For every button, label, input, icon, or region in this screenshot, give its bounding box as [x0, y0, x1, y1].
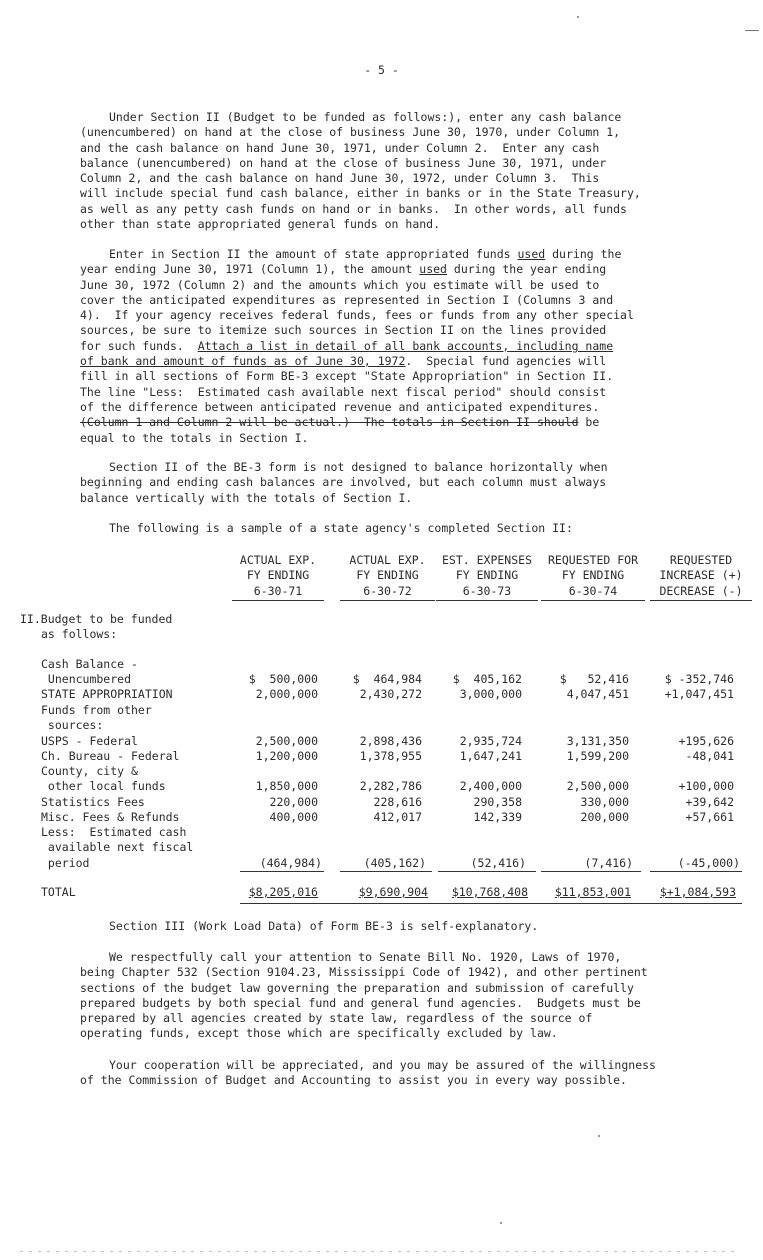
text-run: Enter in Section II the amount of state appropriated funds	[109, 247, 518, 261]
text-line	[80, 415, 700, 430]
cell-value: (-45,000)	[677, 856, 740, 870]
header-line: FY ENDING	[246, 568, 310, 583]
text-line: We respectfully call your attention to Senate Bill No. 1920, Laws of 1970,	[109, 950, 622, 964]
cell-value: 2,500,000	[566, 779, 629, 793]
row-label: Statistics Fees	[41, 795, 145, 809]
text-line: balance vertically with the totals of Section I.	[80, 490, 413, 505]
row-label: USPS - Federal	[41, 734, 138, 748]
header-date: DECREASE (-)	[650, 584, 752, 601]
text-line: operating funds, except those which are specifically excluded by law.	[80, 1026, 558, 1041]
cell-value: 228,616	[373, 795, 422, 809]
cell-value: (52,416)	[470, 856, 526, 870]
text-line: sections of the budget law governing the preparation and submission of carefully	[80, 980, 634, 995]
cell-value: (464,984)	[259, 856, 322, 870]
subtotal-rule	[240, 871, 324, 872]
cell-value: (405,162)	[363, 856, 426, 870]
row-label: period	[41, 856, 90, 870]
text-line: as well as any petty cash funds on hand or in banks. In other words, all funds	[80, 201, 627, 216]
cell-value: 2,500,000	[255, 734, 318, 748]
text-run: be	[578, 415, 600, 430]
text-line: beginning and ending cash balances are involved, but each column must always	[80, 475, 607, 490]
paragraph-senate-bill	[80, 950, 720, 1042]
text-line	[80, 354, 700, 369]
cell-value: $ 464,984	[352, 672, 422, 686]
paragraph-balance-note	[80, 460, 700, 506]
cell-value: $ -352,746	[664, 672, 734, 686]
header-date: 6-30-72	[340, 584, 435, 601]
text-line: being Chapter 532 (Section 9104.23, Mississippi Code of 1942), and other pertinent	[80, 965, 648, 980]
total-value: $8,205,016	[248, 885, 318, 899]
underlined-text: of bank and amount of funds as of June 30, 1972	[80, 354, 406, 369]
sample-intro: The following is a sample of a state agency's completed Section II:	[109, 521, 573, 535]
page-number: - 5 -	[364, 63, 399, 77]
text-line	[80, 247, 700, 262]
cell-value: 2,000,000	[255, 687, 318, 701]
cell-value: 4,047,451	[566, 687, 629, 701]
text-line: will include special fund cash balance, either in banks or in the State Treasury,	[80, 186, 641, 201]
cell-value: 400,000	[269, 810, 318, 824]
cell-value: 290,358	[473, 795, 522, 809]
underlined-text: used	[419, 262, 447, 277]
cell-value: 1,599,200	[566, 749, 629, 763]
text-line: fill in all sections of Form BE-3 except "State Appropriation" in Section II.	[80, 369, 614, 384]
cell-value: (7,416)	[584, 856, 633, 870]
header-line: REQUESTED FOR	[547, 553, 638, 567]
text-line: prepared budgets by both special fund and general fund agencies. Budgets must be	[80, 995, 641, 1010]
cell-value: 412,017	[373, 810, 422, 824]
cell-value: 1,378,955	[359, 749, 422, 763]
text-line: and the cash balance on hand June 30, 1971, under Column 2. Enter any cash	[80, 140, 600, 155]
cell-value: 142,339	[473, 810, 522, 824]
subtotal-rule	[340, 871, 432, 872]
text-run: during the year ending	[446, 262, 607, 277]
cell-value: -48,041	[685, 749, 734, 763]
row-label: County, city &	[41, 764, 138, 778]
header-line: FY ENDING	[561, 568, 625, 583]
cell-value: 2,400,000	[459, 779, 522, 793]
struck-text: (Column 1 and Column 2 will be actual.) The totals in Section II should	[80, 415, 579, 430]
header-line: INCREASE (+)	[659, 568, 743, 583]
row-label: Misc. Fees & Refunds	[41, 810, 180, 824]
paragraph-cash-balance	[80, 110, 700, 232]
total-double-rule	[240, 903, 742, 904]
row-label: Cash Balance -	[41, 657, 138, 671]
total-label: TOTAL	[41, 885, 76, 899]
header-date: 6-30-73	[436, 584, 538, 601]
row-label: other local funds	[41, 779, 166, 793]
text-line: The line "Less: Estimated cash available next fiscal period" should consist	[80, 384, 607, 399]
cell-value: $ 405,162	[452, 672, 522, 686]
text-line: Column 2, and the cash balance on hand June 30, 1972, under Column 3. This	[80, 171, 600, 186]
cell-value: 1,200,000	[255, 749, 318, 763]
scan-speck	[500, 1222, 502, 1224]
text-line: Section II of the BE-3 form is not designed to balance horizontally when	[109, 460, 608, 474]
column-header-fy72	[340, 553, 435, 601]
cell-value: 2,898,436	[359, 734, 422, 748]
column-header-change	[650, 553, 752, 601]
total-value: $10,768,408	[451, 885, 528, 899]
text-line: of the Commission of Budget and Accounting to assist you in every way possible.	[80, 1073, 627, 1088]
scan-speck	[598, 1135, 600, 1137]
row-label: available next fiscal	[41, 840, 194, 854]
text-run: . Special fund agencies will	[405, 354, 607, 369]
scan-speck	[577, 16, 579, 18]
cell-value: 2,430,272	[359, 687, 422, 701]
header-line: FY ENDING	[356, 568, 419, 583]
header-line: ACTUAL EXP.	[239, 553, 317, 567]
cell-value: +57,661	[685, 810, 734, 824]
cell-value: +1,047,451	[664, 687, 734, 701]
cell-value: 1,850,000	[255, 779, 318, 793]
header-line: EST. EXPENSES	[441, 553, 532, 567]
column-header-fy73	[436, 553, 538, 601]
total-value: $11,853,001	[554, 885, 631, 899]
text-line: sources, be sure to itemize such sources in Section II on the lines provided	[80, 323, 607, 338]
cell-value: 1,647,241	[459, 749, 522, 763]
row-label: sources:	[41, 718, 104, 732]
header-line: REQUESTED	[669, 553, 733, 567]
text-line: balance (unencumbered) on hand at the close of business June 30, 1971, under	[80, 155, 607, 170]
column-header-fy74	[541, 553, 645, 601]
text-line: 4). If your agency receives federal funds, fees or funds from any other special	[80, 308, 634, 323]
section-label: as follows:	[41, 627, 118, 641]
text-line: cover the anticipated expenditures as represented in Section I (Columns 3 and	[80, 292, 614, 307]
cell-value: 3,131,350	[566, 734, 629, 748]
column-header-fy71	[232, 553, 324, 601]
text-line: June 30, 1972 (Column 2) and the amounts which you estimate will be used to	[80, 277, 600, 292]
paragraph-section-three: Section III (Work Load Data) of Form BE-3 is self-explanatory.	[109, 919, 539, 933]
text-run: year ending June 30, 1971 (Column 1), the amount	[80, 262, 420, 277]
scan-edge-noise	[20, 1251, 740, 1252]
subtotal-rule	[438, 871, 536, 872]
underlined-text: used	[517, 247, 546, 261]
text-line	[80, 262, 700, 277]
text-line	[80, 339, 700, 354]
cell-value: +39,642	[685, 795, 734, 809]
subtotal-rule	[541, 871, 641, 872]
text-line: equal to the totals in Section I.	[80, 430, 309, 445]
subtotal-rule	[650, 871, 742, 872]
text-line: prepared by all agencies created by state law, regardless of the source of	[80, 1011, 593, 1026]
cell-value: +100,000	[678, 779, 734, 793]
cell-value: 2,935,724	[459, 734, 522, 748]
scan-mark	[745, 30, 759, 31]
total-value: $9,690,904	[358, 885, 428, 899]
section-label: II.Budget to be funded	[20, 612, 173, 626]
row-label: Unencumbered	[41, 672, 132, 686]
row-label: STATE APPROPRIATION	[41, 687, 173, 701]
cell-value: +195,626	[678, 734, 734, 748]
header-date: 6-30-71	[232, 584, 324, 601]
cell-value: 330,000	[580, 795, 629, 809]
row-label: Ch. Bureau - Federal	[41, 749, 180, 763]
text-line: other than state appropriated general funds on hand.	[80, 217, 441, 232]
text-run: for such funds.	[80, 338, 198, 353]
row-label: Less: Estimated cash	[41, 825, 187, 839]
header-line: FY ENDING	[455, 568, 519, 583]
cell-value: 220,000	[269, 795, 318, 809]
cell-value: 2,282,786	[359, 779, 422, 793]
header-line: ACTUAL EXP.	[349, 553, 426, 567]
text-line: (unencumbered) on hand at the close of business June 30, 1970, under Column 1,	[80, 125, 621, 140]
cell-value: $ 500,000	[248, 672, 318, 686]
paragraph-cooperation	[80, 1058, 720, 1089]
header-date: 6-30-74	[541, 584, 645, 601]
total-value: $+1,084,593	[659, 885, 736, 899]
cell-value: $ 52,416	[559, 672, 629, 686]
cell-value: 3,000,000	[459, 687, 522, 701]
paragraph-state-appropriated	[80, 247, 700, 446]
text-line: Under Section II (Budget to be funded as follows:), enter any cash balance	[109, 110, 622, 124]
text-line: of the difference between anticipated revenue and anticipated expenditures.	[80, 399, 600, 414]
cell-value: 200,000	[580, 810, 629, 824]
text-line: Your cooperation will be appreciated, and you may be assured of the willingness	[109, 1058, 656, 1072]
underlined-text: Attach a list in detail of all bank accounts, including name	[197, 338, 614, 353]
row-label: Funds from other	[41, 703, 152, 717]
text-run: during the	[545, 247, 622, 261]
